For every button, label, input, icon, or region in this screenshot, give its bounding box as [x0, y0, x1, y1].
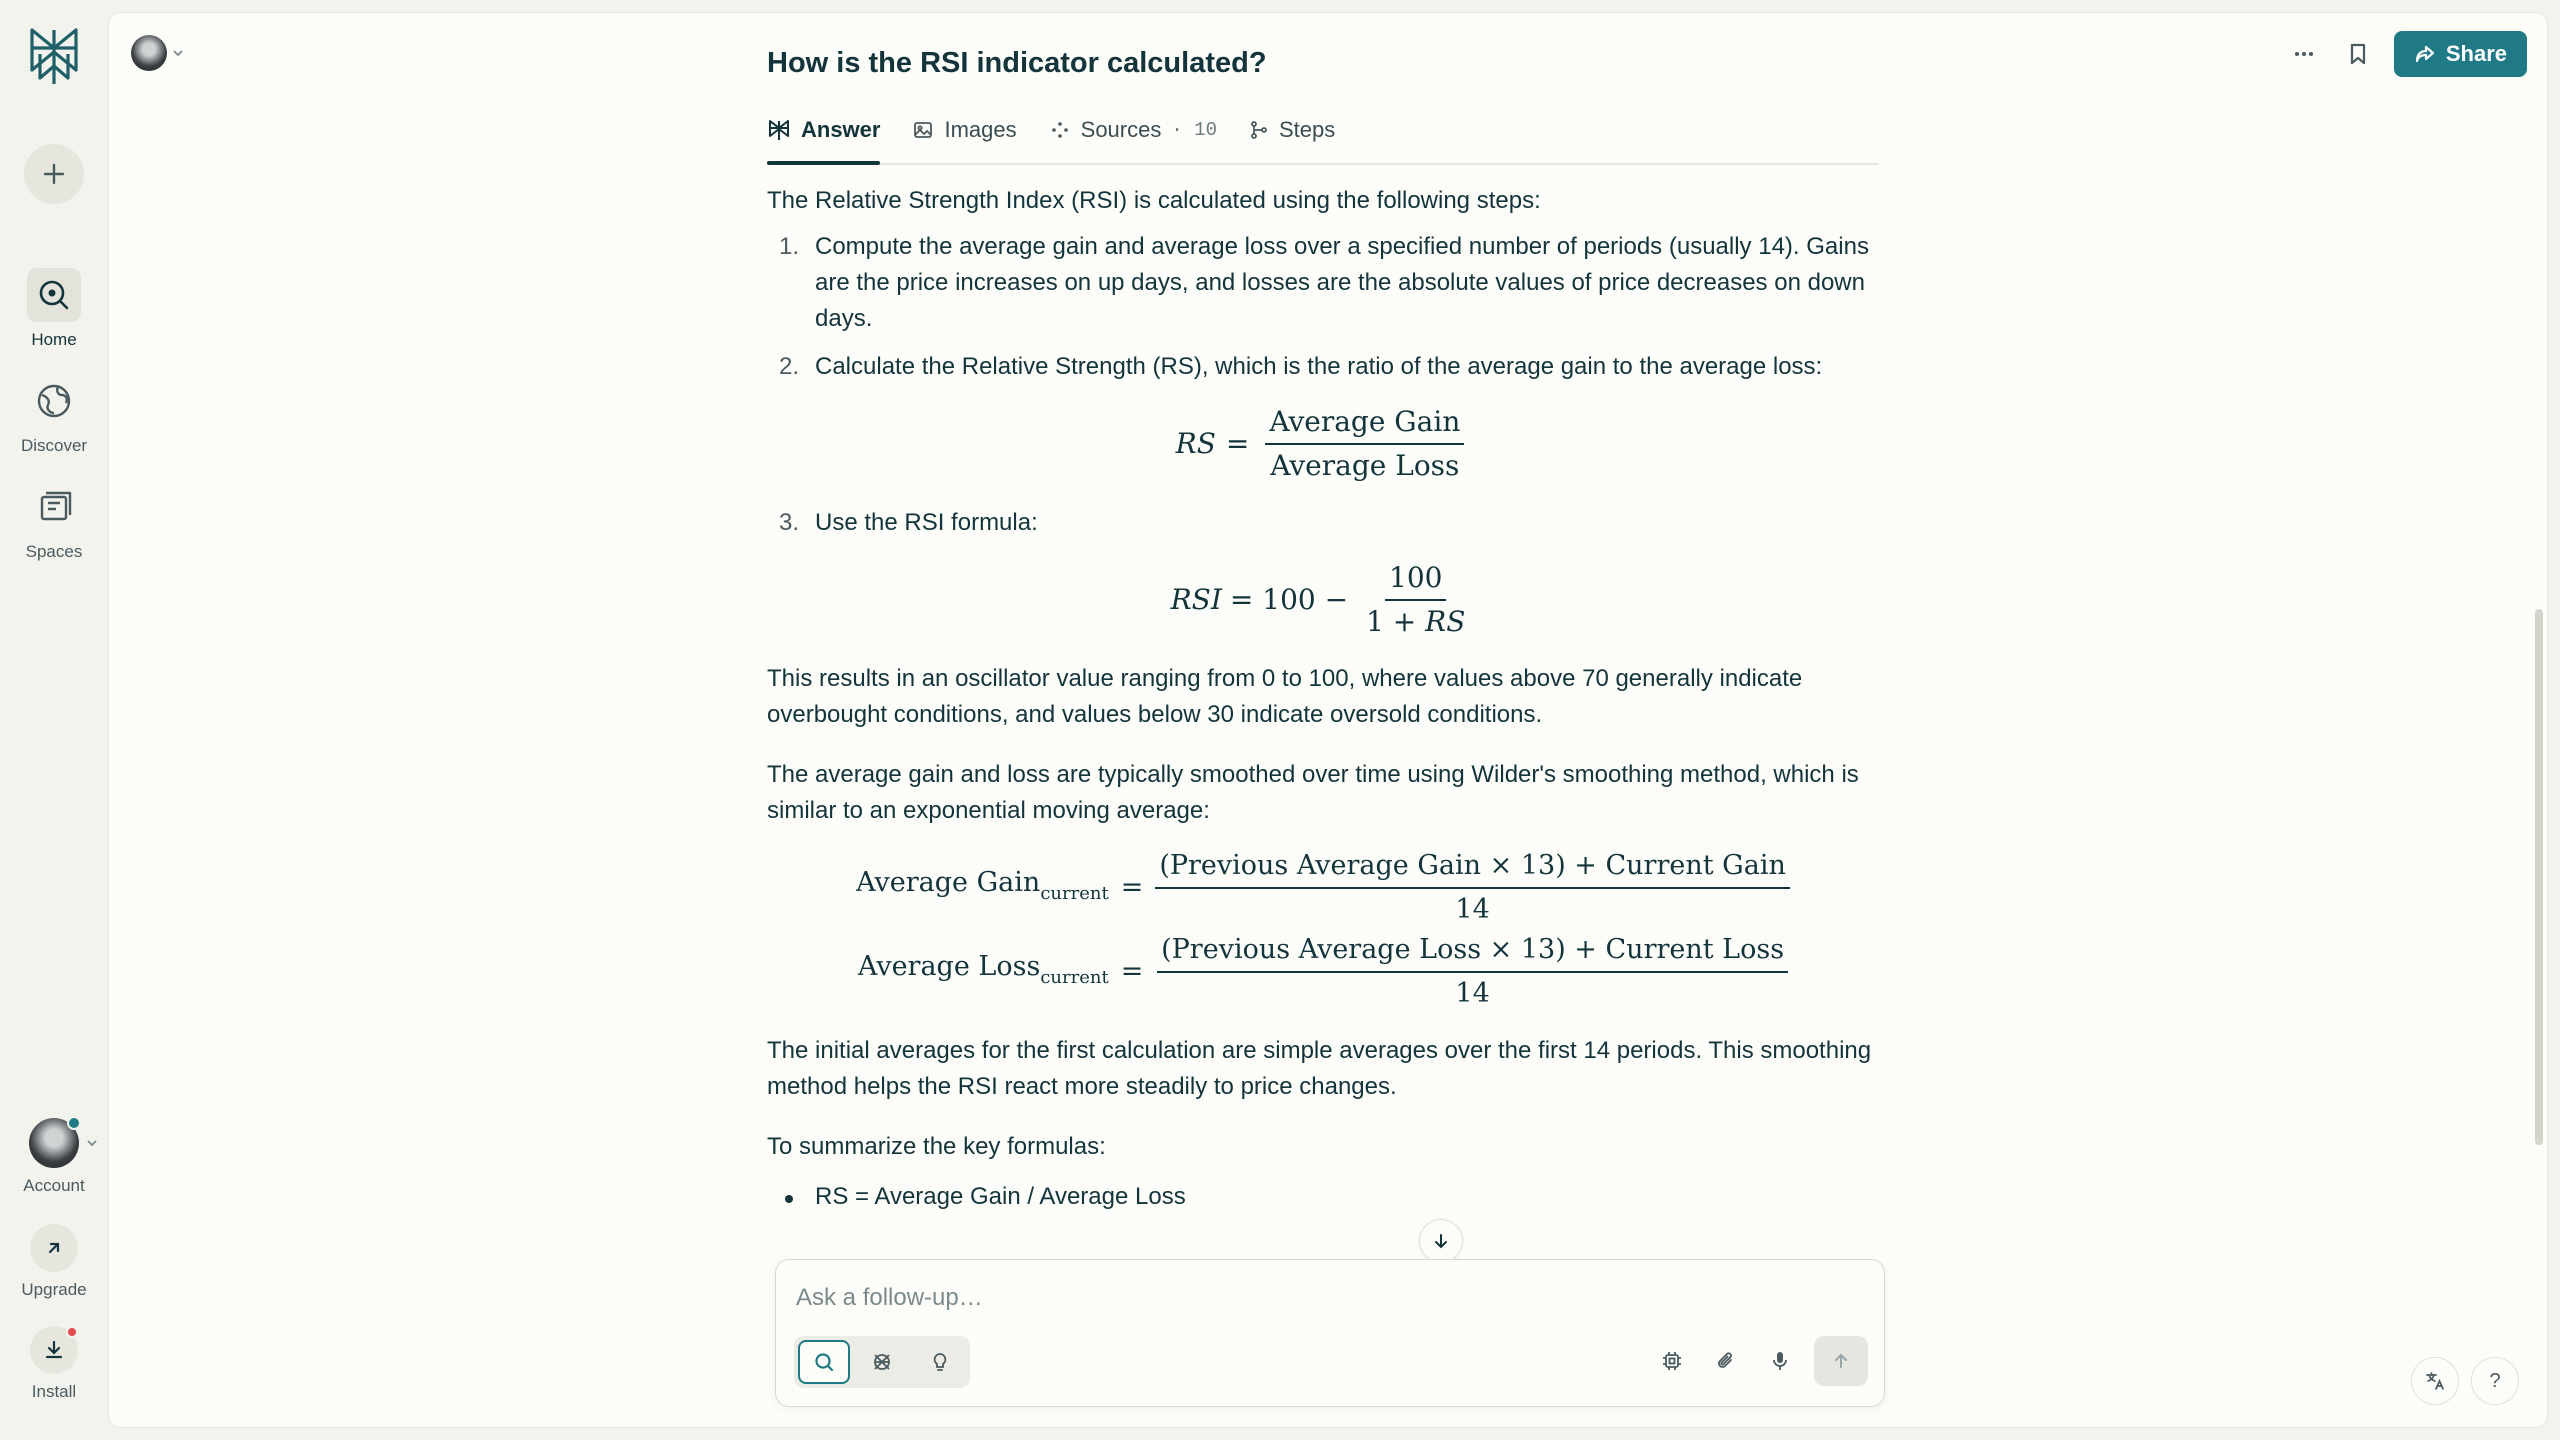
sources-icon [1049, 119, 1071, 141]
header-actions [2286, 31, 2527, 77]
smoothing-equations [767, 849, 1879, 1011]
sidebar-item-label: Account [23, 1176, 85, 1195]
tab-label: Images [944, 117, 1017, 142]
answer-intro: The Relative Strength Index (RSI) is calculated using the following steps: [767, 187, 1541, 214]
search-mode-button[interactable] [798, 1340, 850, 1384]
eq-numerator: Average Gain [1265, 405, 1464, 445]
steps-icon [1249, 119, 1269, 141]
eq-equals: = [1120, 872, 1144, 903]
more-horizontal-icon [2292, 42, 2316, 66]
scrollbar[interactable] [2535, 609, 2543, 1145]
search-icon [36, 277, 72, 313]
sidebar-item-discover[interactable] [0, 374, 108, 456]
cpu-icon [1661, 1350, 1683, 1372]
paperclip-icon [1715, 1350, 1737, 1372]
share-label: Share [2445, 41, 2507, 66]
sidebar-item-install[interactable] [0, 1326, 108, 1402]
follow-up-input[interactable] [796, 1276, 1696, 1320]
eq-denominator: 14 [1455, 978, 1490, 1009]
eq-fraction [1362, 561, 1469, 639]
tab-label: Answer [801, 117, 881, 142]
image-icon [912, 119, 934, 141]
list-number: 2. [779, 353, 800, 380]
microphone-icon [1769, 1350, 1791, 1372]
paragraph: To summarize the key formulas: [767, 1133, 1106, 1160]
list-text: Use the RSI formula: [815, 509, 1038, 536]
sidebar-item-label: Spaces [25, 542, 83, 561]
list-number: 3. [779, 509, 800, 536]
eq-lhs [856, 865, 1109, 912]
paragraph: This results in an oscillator value ranging from 0 to 100, where values above 70 generally indicate overbought conditions, and values below 30 indicate oversold conditions. [767, 665, 1803, 728]
tab-sources[interactable] [1049, 97, 1217, 163]
perplexity-logo-icon [26, 26, 82, 88]
arrow-up-icon [1832, 1352, 1850, 1370]
research-mode-button[interactable] [856, 1340, 908, 1384]
main-panel [108, 12, 2548, 1428]
sidebar-item-label: Discover [20, 436, 88, 455]
eq-denominator: 14 [1455, 894, 1490, 925]
paragraph: The initial averages for the first calculation are simple averages over the first 14 periods. This smoothing method helps the RSI react more steadily to price changes. [767, 1037, 1872, 1100]
eq-equals: = [1225, 427, 1250, 460]
sidebar-item-spaces[interactable] [0, 480, 108, 562]
chevron-down-icon [85, 1136, 99, 1150]
notification-dot [66, 1326, 78, 1338]
eq-middle: = 100 − [1229, 583, 1349, 616]
share-button[interactable] [2394, 31, 2527, 77]
eq-fraction [1265, 405, 1464, 483]
reasoning-mode-button[interactable] [914, 1340, 966, 1384]
eq-equals: = [1120, 956, 1144, 987]
follow-up-box [775, 1259, 1885, 1407]
spaces-icon [36, 489, 72, 525]
arrow-down-icon [1431, 1231, 1451, 1251]
eq-fraction [1155, 933, 1790, 1011]
sidebar-item-upgrade[interactable] [0, 1224, 108, 1300]
sources-count: · 10 [1171, 119, 1217, 141]
research-icon [871, 1351, 893, 1373]
eq-lhs-text: Average Gain [856, 866, 1041, 898]
tab-images[interactable] [912, 97, 1016, 163]
eq-numerator: (Previous Average Gain × 13) + Current Gain [1155, 849, 1790, 889]
bookmark-button[interactable] [2340, 36, 2376, 72]
eq-subscript: current [1040, 882, 1109, 904]
list-item: RS = Average Gain / Average Loss [767, 1179, 1879, 1215]
arrow-up-right-icon [44, 1238, 64, 1258]
follow-up-actions [1652, 1336, 1868, 1386]
eq-den-part: 1 + [1366, 605, 1426, 638]
eq-lhs: RS [1175, 427, 1216, 460]
eq-denominator [1362, 601, 1469, 639]
help-button[interactable] [2471, 1357, 2519, 1405]
list-number: 1. [779, 233, 800, 260]
paragraph: The average gain and loss are typically smoothed over time using Wilder's smoothing method, which is similar to an exponential moving average: [767, 761, 1859, 824]
tab-label: Sources [1080, 117, 1162, 142]
online-indicator [67, 1116, 81, 1130]
steps-list [767, 229, 1879, 639]
plus-icon [41, 161, 67, 187]
sidebar-item-label: Home [31, 330, 77, 349]
eq-numerator: 100 [1385, 561, 1446, 601]
eq-denominator: Average Loss [1270, 449, 1460, 482]
lightbulb-icon [929, 1351, 951, 1373]
more-options-button[interactable] [2286, 36, 2322, 72]
logo[interactable] [0, 26, 108, 88]
list-item [767, 229, 1879, 337]
eq-lhs: RSI [1170, 583, 1222, 616]
sidebar-item-label: Install [31, 1382, 77, 1401]
sidebar-item-account[interactable] [0, 1118, 108, 1196]
download-icon [43, 1339, 65, 1361]
list-text: Compute the average gain and average loss over a specified number of periods (usually 14). Gains are the price increases on up days, and losses are the absolute values of price decreases on down days. [815, 233, 1869, 332]
attach-button[interactable] [1706, 1339, 1746, 1383]
voice-input-button[interactable] [1760, 1339, 1800, 1383]
search-mode-group [794, 1336, 970, 1388]
translate-icon [2424, 1370, 2446, 1392]
profile-menu[interactable] [131, 35, 185, 71]
perplexity-answer-icon [767, 118, 791, 142]
sidebar-item-home[interactable] [0, 268, 108, 350]
language-button[interactable] [2411, 1357, 2459, 1405]
new-thread-button[interactable] [0, 144, 108, 204]
eq-fraction [1155, 849, 1790, 927]
search-icon [813, 1351, 835, 1373]
model-select-button[interactable] [1652, 1339, 1692, 1383]
sidebar-item-label: Upgrade [21, 1280, 87, 1299]
eq-lhs [856, 949, 1109, 996]
tab-answer[interactable] [767, 97, 880, 163]
tab-steps[interactable] [1249, 97, 1335, 163]
globe-icon [36, 383, 72, 419]
bookmark-icon [2347, 42, 2369, 66]
help-icon: ? [2489, 1369, 2501, 1392]
eq-numerator: (Previous Average Loss × 13) + Current Loss [1157, 933, 1788, 973]
submit-button[interactable] [1814, 1336, 1868, 1386]
summary-list [767, 1179, 1879, 1215]
eq-subscript: current [1040, 966, 1109, 988]
answer-content [767, 183, 1879, 1215]
rsi-equation [767, 561, 1879, 639]
share-icon [2414, 43, 2436, 65]
eq-lhs-text: Average Loss [857, 950, 1041, 982]
eq-den-var: RS [1425, 605, 1466, 638]
answer-tabs [767, 97, 1879, 165]
rs-equation [767, 405, 1879, 483]
list-item [767, 349, 1879, 483]
page-title: How is the RSI indicator calculated? [767, 47, 1267, 79]
tab-label: Steps [1278, 117, 1336, 142]
chevron-down-icon [171, 46, 185, 60]
sidebar [0, 0, 108, 1440]
list-item [767, 505, 1879, 639]
avatar [131, 35, 167, 71]
list-text: Calculate the Relative Strength (RS), which is the ratio of the average gain to the average loss: [815, 353, 1823, 380]
scroll-to-bottom-button[interactable] [1419, 1219, 1463, 1263]
